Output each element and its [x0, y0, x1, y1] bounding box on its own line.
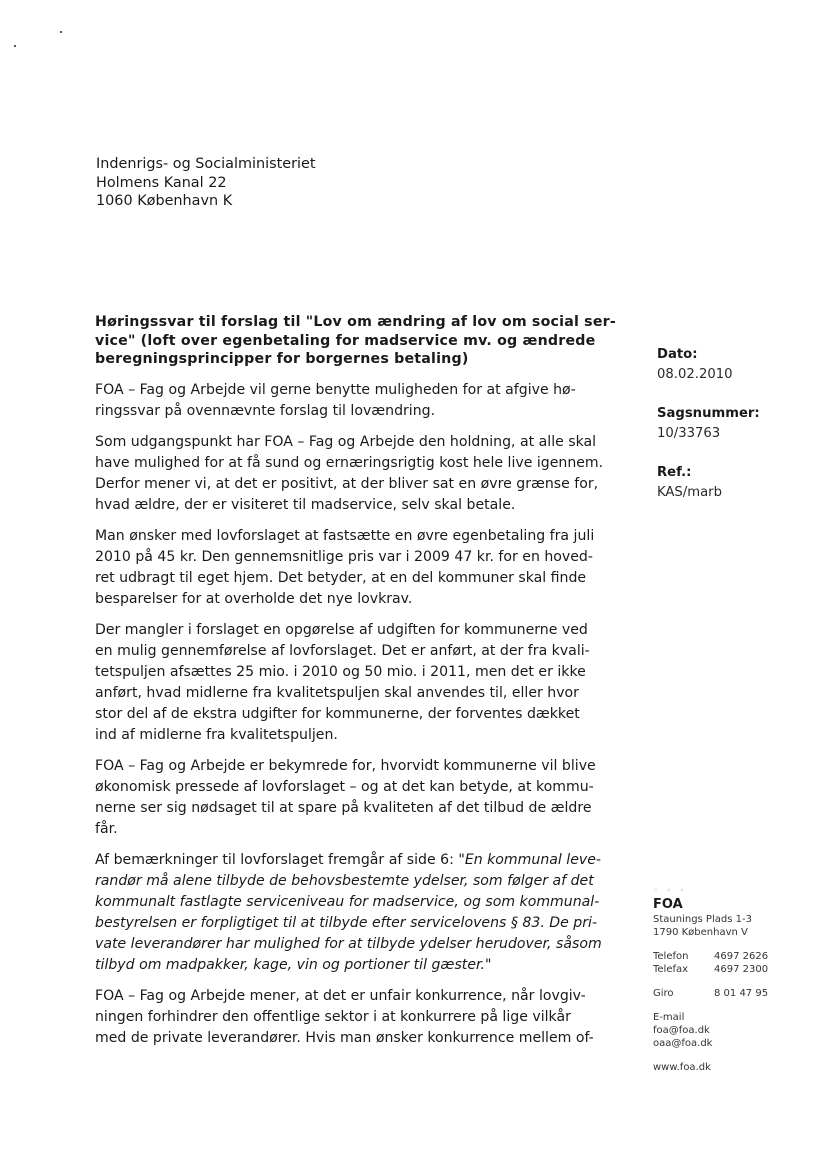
fax-value: 4697 2300 — [714, 964, 769, 975]
text-line: nerne ser sig nødsaget til at spare på kvaliteten af det tilbud de ældre — [95, 799, 592, 816]
foa-logo-icon: ◦ ◦ ◦ — [653, 886, 688, 895]
text-line: en mulig gennemførelse af lovforslaget. Det er anført, at der fra kvali- — [95, 642, 590, 659]
text-line — [95, 934, 605, 955]
quote-text: tilbyd om madpakker, kage, vin og portioner til gæster." — [95, 956, 492, 973]
sender-block — [653, 884, 768, 1074]
text-line: besparelser for at overholde det nye lovkrav. — [95, 590, 413, 607]
reference-value: KAS/marb — [657, 484, 722, 500]
giro-row — [653, 987, 768, 1000]
letter-meta — [657, 345, 760, 522]
paragraph — [95, 380, 605, 422]
fax-label: Telefax — [653, 964, 689, 975]
quote-text: bestyrelsen er forpligtiget til at tilbyde efter servicelovens § 83. De pri- — [95, 914, 598, 931]
text-line: med de private leverandører. Hvis man ønsker konkurrence mellem of- — [95, 1029, 594, 1046]
recipient-line: Indenrigs- og Socialministeriet — [96, 156, 316, 172]
subject-line: Høringssvar til forslag til "Lov om ændring af lov om social ser- — [95, 314, 616, 330]
reference-label: Ref.: — [657, 465, 692, 480]
phone-label: Telefon — [653, 951, 689, 962]
text-line: stor del af de ekstra udgifter for kommunerne, der forventes dækket — [95, 705, 580, 722]
text-line: tetspuljen afsættes 25 mio. i 2010 og 50 mio. i 2011, men det er ikke — [95, 663, 586, 680]
website-link[interactable]: www.foa.dk — [653, 1062, 711, 1073]
fax-row — [653, 963, 768, 976]
email-link[interactable]: foa@foa.dk — [653, 1025, 710, 1036]
text-line: have mulighed for at få sund og ernæringsrigtig kost hele live igennem. — [95, 454, 604, 471]
quote-intro: Af bemærkninger til lovforslaget fremgår af side 6: — [95, 851, 459, 868]
text-line: ind af midlerne fra kvalitetspuljen. — [95, 726, 338, 743]
quote-text: randør må alene tilbyde de behovsbestemte ydelser, som følger af det — [95, 872, 594, 889]
date-value: 08.02.2010 — [657, 366, 733, 382]
sender-city: 1790 København V — [653, 927, 748, 938]
case-number-label: Sagsnummer: — [657, 406, 760, 421]
sender-street: Staunings Plads 1-3 — [653, 914, 752, 925]
sender-name: FOA — [653, 897, 683, 912]
letter-subject — [95, 313, 616, 369]
paragraph — [95, 986, 605, 1049]
phone-value: 4697 2626 — [714, 951, 769, 962]
text-line: Man ønsker med lovforslaget at fastsætte en øvre egenbetaling fra juli — [95, 527, 595, 544]
text-line: ret udbragt til eget hjem. Det betyder, at en del kommuner skal finde — [95, 569, 587, 586]
recipient-line: 1060 København K — [96, 193, 233, 209]
text-line: FOA – Fag og Arbejde vil gerne benytte muligheden for at afgive hø- — [95, 381, 576, 398]
recipient-address — [96, 155, 316, 211]
subject-line: vice" (loft over egenbetaling for madservice mv. og ændrede — [95, 332, 596, 349]
text-line: FOA – Fag og Arbejde er bekymrede for, hvorvidt kommunerne vil blive — [95, 757, 596, 774]
text-line: hvad ældre, der er visiteret til madservice, selv skal betale. — [95, 496, 516, 513]
paragraph — [95, 620, 605, 746]
text-line: anført, hvad midlerne fra kvalitetspuljen skal anvendes til, eller hvor — [95, 684, 579, 701]
text-line — [95, 892, 605, 913]
paragraph-quote — [95, 850, 605, 976]
giro-label: Giro — [653, 988, 674, 999]
letter-body — [95, 313, 616, 1059]
scan-speck — [60, 31, 62, 33]
giro-value: 8 01 47 95 — [714, 988, 769, 999]
text-line — [95, 913, 605, 934]
text-line: ningen forhindrer den offentlige sektor i at konkurrere på lige vilkår — [95, 1008, 571, 1025]
text-line: Som udgangspunkt har FOA – Fag og Arbejde den holdning, at alle skal — [95, 433, 597, 450]
paragraph — [95, 756, 605, 840]
text-line: Der mangler i forslaget en opgørelse af udgiften for kommunerne ved — [95, 621, 588, 638]
subject-line: beregningsprincipper for borgernes betaling) — [95, 351, 469, 367]
text-line: økonomisk pressede af lovforslaget – og at det kan betyde, at kommu- — [95, 778, 594, 795]
quote-text: "En kommunal leve- — [458, 851, 601, 868]
paragraph — [95, 432, 605, 516]
email-link[interactable]: oaa@foa.dk — [653, 1038, 713, 1049]
quote-text: vate leverandører har mulighed for at tilbyde ydelser herudover, såsom — [95, 935, 602, 952]
text-line: ringssvar på ovennævnte forslag til lovændring. — [95, 402, 436, 419]
email-label: E-mail — [653, 1012, 685, 1023]
text-line: Derfor mener vi, at det er positivt, at der bliver sat en øvre grænse for, — [95, 475, 599, 492]
text-line: FOA – Fag og Arbejde mener, at det er unfair konkurrence, når lovgiv- — [95, 987, 586, 1004]
text-line — [95, 850, 605, 871]
text-line — [95, 871, 605, 892]
case-number-value: 10/33763 — [657, 425, 721, 441]
text-line: får. — [95, 820, 118, 837]
text-line: 2010 på 45 kr. Den gennemsnitlige pris var i 2009 47 kr. for en hoved- — [95, 548, 593, 565]
quote-text: kommunalt fastlagte serviceniveau for madservice, og som kommunal- — [95, 893, 600, 910]
recipient-line: Holmens Kanal 22 — [96, 174, 227, 191]
paragraph — [95, 526, 605, 610]
date-label: Dato: — [657, 347, 698, 362]
text-line — [95, 955, 605, 976]
scan-speck — [14, 45, 16, 47]
phone-row — [653, 950, 768, 963]
